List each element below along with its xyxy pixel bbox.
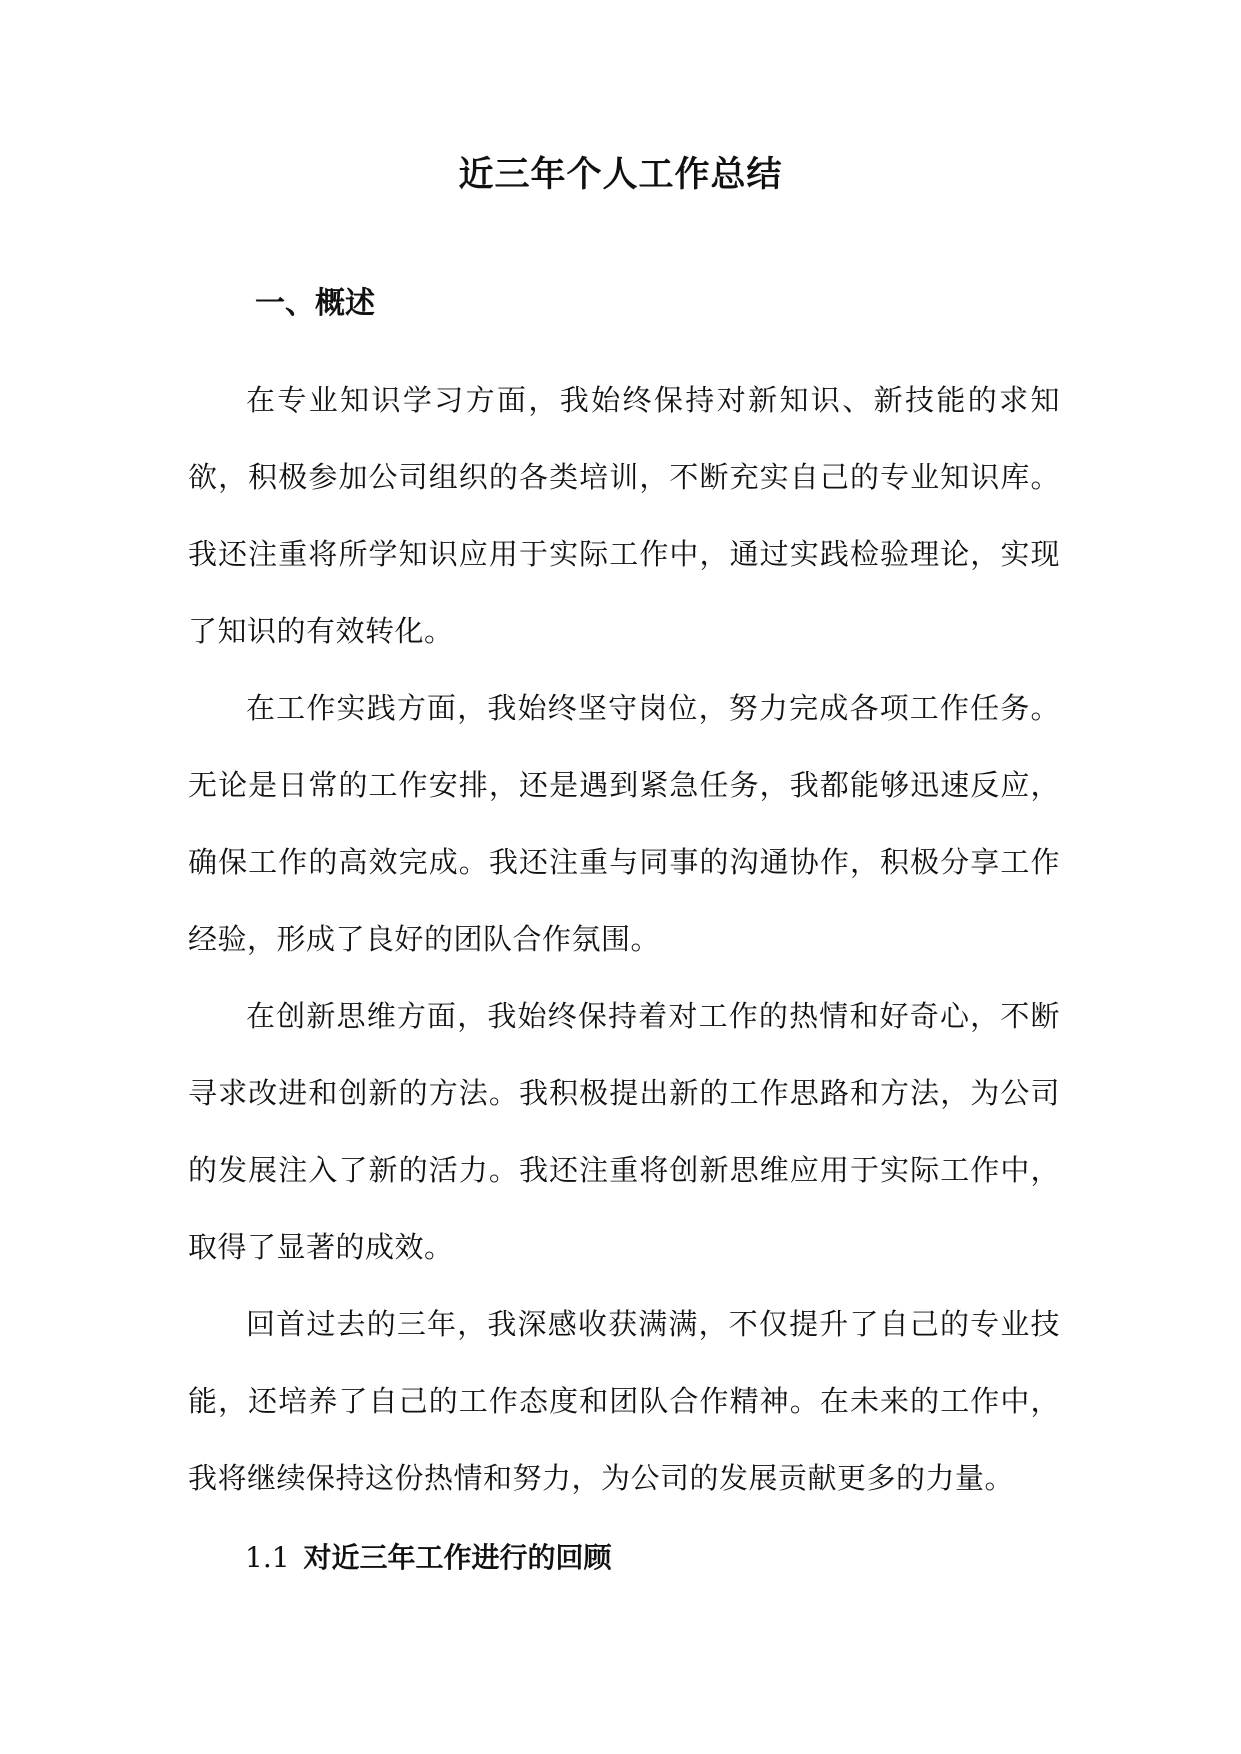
paragraph-work-practice: 在工作实践方面，我始终坚守岗位，努力完成各项工作任务。无论是日常的工作安排，还是遇到紧急任务，我都能够迅速反应，确保工作的高效完成。我还注重与同事的沟通协作，积极分享工作经验，形成了良好的团队合作氛围。 [188, 691, 1060, 956]
paragraph-innovative-thinking: 在创新思维方面，我始终保持着对工作的热情和好奇心，不断寻求改进和创新的方法。我积极提出新的工作思路和方法，为公司的发展注入了新的活力。我还注重将创新思维应用于实际工作中，取得了显著的成效。 [188, 999, 1060, 1264]
paragraph-looking-back: 回首过去的三年，我深感收获满满，不仅提升了自己的专业技能，还培养了自己的工作态度和团队合作精神。在未来的工作中，我将继续保持这份热情和努力，为公司的发展贡献更多的力量。 [188, 1307, 1060, 1495]
paragraph-professional-learning: 在专业知识学习方面，我始终保持对新知识、新技能的求知欲，积极参加公司组织的各类培训，不断充实自己的专业知识库。我还注重将所学知识应用于实际工作中，通过实践检验理论，实现了知识的有效转化。 [188, 383, 1060, 648]
section-body [188, 362, 1060, 1517]
subsection-number: 1.1 [245, 1541, 290, 1574]
document-title: 近三年个人工作总结 [458, 155, 783, 195]
subsection-title: 对近三年工作进行的回顾 [303, 1541, 612, 1574]
section-heading-overview: 一、概述 [255, 286, 375, 321]
subsection-heading [245, 1538, 612, 1578]
